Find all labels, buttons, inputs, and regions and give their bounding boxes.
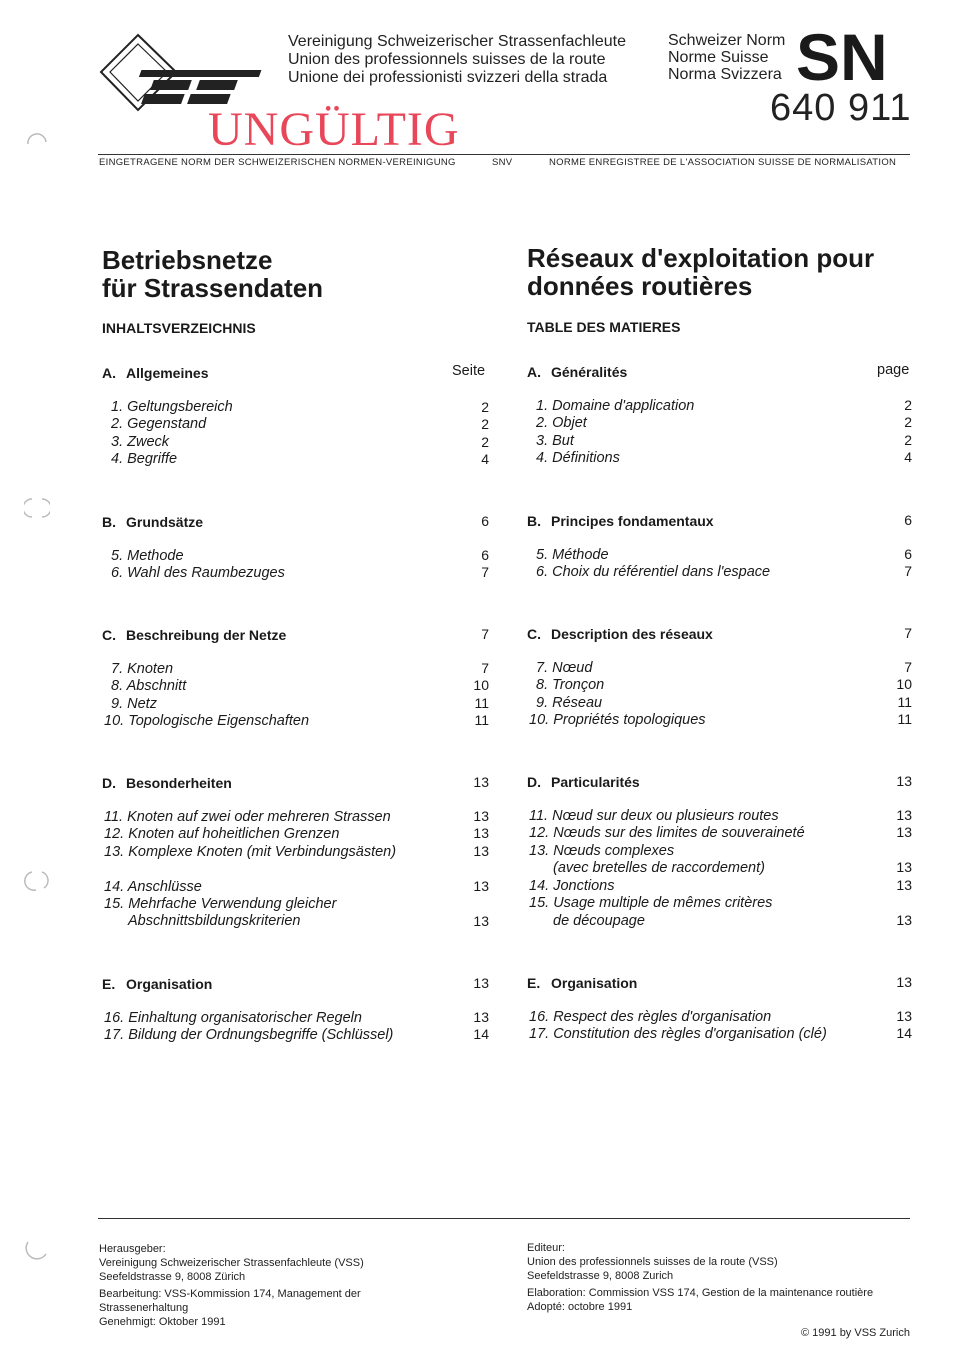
copyright: © 1991 by VSS Zurich xyxy=(801,1327,910,1339)
section-heading xyxy=(102,514,203,530)
entry-page: 2 xyxy=(481,416,489,432)
org-line-de: Vereinigung Schweizerischer Strassenfachleute xyxy=(288,33,626,50)
section-page: 13 xyxy=(896,974,912,990)
entry-text: But xyxy=(552,433,574,449)
entry-text: Nœud xyxy=(552,660,593,676)
entry-page: 13 xyxy=(473,913,489,929)
entry-number: 3. xyxy=(536,433,549,449)
toc-entry xyxy=(536,695,602,711)
toc-entry xyxy=(529,808,779,824)
entry-text: Abschnitt xyxy=(126,678,187,694)
section-heading xyxy=(102,365,208,381)
title-de-line-2: für Strassendaten xyxy=(102,273,324,303)
entry-number: 8. xyxy=(111,678,124,694)
entry-page: 2 xyxy=(904,414,912,430)
entry-number: 17. xyxy=(529,1026,550,1042)
entry-page: 11 xyxy=(897,711,912,727)
title-fr xyxy=(527,244,874,300)
binder-hole-icon xyxy=(24,868,50,894)
entry-page: 2 xyxy=(904,432,912,448)
binder-hole-icon xyxy=(24,495,50,521)
title-fr-line-2: données routières xyxy=(527,271,753,301)
sn-mark-text: SN xyxy=(796,30,888,84)
entry-number: 13. xyxy=(529,843,550,859)
entry-page: 2 xyxy=(904,397,912,413)
entry-page: 10 xyxy=(896,676,912,692)
entry-number: 1. xyxy=(536,398,549,414)
entry-number: 9. xyxy=(111,696,124,712)
footer-line: Adopté: octobre 1991 xyxy=(527,1301,633,1313)
entry-number: 12. xyxy=(529,825,550,841)
entry-page: 13 xyxy=(896,859,912,875)
title-de-line-1: Betriebsnetze xyxy=(102,245,273,275)
toc-entry xyxy=(111,434,169,450)
norm-label-fr: Norme Suisse xyxy=(668,49,769,66)
section-letter: E. xyxy=(102,976,116,992)
section-title: Besonderheiten xyxy=(126,775,232,791)
toc-entry xyxy=(529,878,614,894)
entry-page: 6 xyxy=(481,547,489,563)
entry-number: 10. xyxy=(529,712,550,728)
entry-page: 13 xyxy=(896,1008,912,1024)
toc-entry xyxy=(529,1009,771,1025)
toc-entry xyxy=(104,713,309,729)
section-heading xyxy=(527,626,713,642)
toc-entry xyxy=(111,416,206,432)
entry-page: 11 xyxy=(474,695,489,711)
section-letter: E. xyxy=(527,975,541,991)
toc-entry xyxy=(529,895,772,911)
toc-entry-continuation: (avec bretelles de raccordement) xyxy=(553,860,765,876)
entry-text: Nœud sur deux ou plusieurs routes xyxy=(552,808,779,824)
entry-page: 13 xyxy=(473,825,489,841)
toc-entry xyxy=(536,433,574,449)
toc-entry xyxy=(536,415,587,431)
entry-text: Netz xyxy=(127,696,157,712)
toc-entry xyxy=(536,547,609,563)
section-page: 13 xyxy=(473,774,489,790)
entry-text: Respect des règles d'organisation xyxy=(553,1009,772,1025)
entry-text: Wahl des Raumbezuges xyxy=(127,565,285,581)
organization-names xyxy=(288,33,626,87)
section-title: Organisation xyxy=(126,976,213,992)
entry-number: 16. xyxy=(104,1010,125,1026)
section-heading xyxy=(527,975,637,991)
standard-number: 640 911 xyxy=(770,87,912,129)
footer-line: Herausgeber: xyxy=(99,1243,166,1255)
binder-hole-icon xyxy=(24,1236,50,1262)
entry-number: 7. xyxy=(536,660,549,676)
entry-page: 11 xyxy=(897,694,912,710)
entry-number: 1. xyxy=(111,399,124,415)
toc-entry xyxy=(111,661,173,677)
entry-page: 7 xyxy=(481,564,489,580)
toc-entry xyxy=(536,450,620,466)
norm-label-de: Schweizer Norm xyxy=(668,32,786,49)
entry-number: 14. xyxy=(104,879,125,895)
invalid-stamp: UNGÜLTIG xyxy=(208,103,460,156)
entry-text: Bildung der Ordnungsbegriffe (Schlüssel) xyxy=(128,1027,394,1043)
entry-page: 11 xyxy=(474,712,489,728)
section-heading xyxy=(102,775,232,791)
toc-entry xyxy=(536,398,694,414)
entry-page: 7 xyxy=(481,660,489,676)
footer-line: Union des professionnels suisses de la route (VSS) xyxy=(527,1256,778,1268)
entry-text: Begriffe xyxy=(127,451,178,467)
toc-entry xyxy=(111,399,233,415)
entry-number: 8. xyxy=(536,677,549,693)
title-fr-line-1: Réseaux d'exploitation pour xyxy=(527,243,875,273)
entry-text: Einhaltung organisatorischer Regeln xyxy=(128,1010,362,1026)
section-letter: D. xyxy=(527,774,541,790)
toc-entry xyxy=(111,451,177,467)
binder-hole-icon xyxy=(24,124,50,150)
entry-text: Methode xyxy=(127,548,184,564)
entry-text: Tronçon xyxy=(552,677,605,693)
entry-number: 4. xyxy=(111,451,124,467)
toc-entry xyxy=(104,809,391,825)
section-title: Généralités xyxy=(551,364,628,380)
toc-heading-fr: TABLE DES MATIERES xyxy=(527,319,681,335)
entry-text: Définitions xyxy=(552,450,620,466)
section-page: 13 xyxy=(896,773,912,789)
registration-snv: SNV xyxy=(492,157,513,168)
entry-page: 13 xyxy=(896,824,912,840)
entry-text: Propriétés topologiques xyxy=(553,712,706,728)
section-letter: C. xyxy=(527,626,541,642)
entry-number: 4. xyxy=(536,450,549,466)
footer-line: Vereinigung Schweizerischer Strassenfachleute (VSS) xyxy=(99,1257,364,1269)
entry-page: 6 xyxy=(904,546,912,562)
entry-number: 13. xyxy=(104,844,125,860)
entry-number: 7. xyxy=(111,661,124,677)
section-page: 7 xyxy=(481,626,489,642)
section-letter: A. xyxy=(527,364,541,380)
section-heading xyxy=(527,364,627,380)
section-title: Description des réseaux xyxy=(551,626,713,642)
entry-text: Geltungsbereich xyxy=(127,399,233,415)
section-letter: B. xyxy=(102,514,116,530)
entry-number: 9. xyxy=(536,695,549,711)
org-line-it: Unione dei professionisti svizzeri della strada xyxy=(288,69,608,86)
section-letter: C. xyxy=(102,627,116,643)
toc-entry xyxy=(104,1027,393,1043)
section-heading xyxy=(527,513,714,529)
entry-text: Anschlüsse xyxy=(127,879,202,895)
entry-page: 14 xyxy=(473,1026,489,1042)
entry-page: 13 xyxy=(896,912,912,928)
registration-de: EINGETRAGENE NORM DER SCHWEIZERISCHEN NORMEN-VEREINIGUNG xyxy=(99,157,456,168)
toc-entry xyxy=(536,677,604,693)
sn-logo-icon xyxy=(796,30,912,84)
entry-number: 15. xyxy=(104,896,125,912)
entry-page: 13 xyxy=(896,877,912,893)
entry-text: Knoten xyxy=(127,661,174,677)
footer-line: Bearbeitung: VSS-Kommission 174, Management der xyxy=(99,1288,361,1300)
entry-page: 10 xyxy=(473,677,489,693)
entry-text: Usage multiple de mêmes critères xyxy=(553,895,773,911)
toc-entry xyxy=(111,548,184,564)
entry-text: Topologische Eigenschaften xyxy=(128,713,310,729)
section-title: Beschreibung der Netze xyxy=(126,627,287,643)
toc-entry-continuation: Abschnittsbildungskriterien xyxy=(128,913,301,929)
entry-text: Nœuds sur des limites de souveraineté xyxy=(553,825,805,841)
entry-text: Domaine d'application xyxy=(552,398,695,414)
section-page: 6 xyxy=(481,513,489,529)
section-heading xyxy=(102,627,286,643)
footer-line: Editeur: xyxy=(527,1242,565,1254)
section-title: Particularités xyxy=(551,774,640,790)
entry-page: 4 xyxy=(904,449,912,465)
section-page: 6 xyxy=(904,512,912,528)
page-column-label-de: Seite xyxy=(452,363,486,379)
entry-number: 15. xyxy=(529,895,550,911)
toc-entry xyxy=(104,844,396,860)
entry-page: 7 xyxy=(904,659,912,675)
section-letter: D. xyxy=(102,775,116,791)
registration-fr: NORME ENREGISTREE DE L'ASSOCIATION SUISSE DE NORMALISATION xyxy=(549,157,897,168)
footer-publisher-de xyxy=(99,1242,364,1329)
entry-number: 2. xyxy=(111,416,124,432)
footer-publisher-fr xyxy=(527,1241,873,1314)
norm-labels xyxy=(668,32,785,83)
entry-page: 13 xyxy=(896,807,912,823)
section-heading xyxy=(102,976,212,992)
footer-divider xyxy=(98,1218,910,1219)
entry-text: Mehrfache Verwendung gleicher xyxy=(128,896,337,912)
toc-entry xyxy=(111,696,157,712)
header-divider xyxy=(98,154,910,155)
entry-page: 14 xyxy=(896,1025,912,1041)
entry-number: 14. xyxy=(529,878,550,894)
entry-text: Komplexe Knoten (mit Verbindungsästen) xyxy=(128,844,397,860)
toc-entry xyxy=(111,565,285,581)
entry-text: Nœuds complexes xyxy=(553,843,675,859)
toc-entry xyxy=(111,678,186,694)
entry-text: Jonctions xyxy=(553,878,615,894)
section-letter: A. xyxy=(102,365,116,381)
entry-page: 13 xyxy=(473,1009,489,1025)
entry-page: 4 xyxy=(481,451,489,467)
norm-label-it: Norma Svizzera xyxy=(668,66,782,83)
org-line-fr: Union des professionnels suisses de la route xyxy=(288,51,606,68)
entry-page: 2 xyxy=(481,399,489,415)
entry-number: 17. xyxy=(104,1027,125,1043)
entry-number: 11. xyxy=(529,808,549,824)
section-letter: B. xyxy=(527,513,541,529)
entry-text: Constitution des règles d'organisation (clé) xyxy=(553,1026,827,1042)
entry-text: Knoten auf zwei oder mehreren Strassen xyxy=(127,809,391,825)
toc-entry xyxy=(529,1026,827,1042)
entry-number: 6. xyxy=(111,565,124,581)
toc-entry xyxy=(104,1010,362,1026)
entry-text: Gegenstand xyxy=(127,416,207,432)
section-heading xyxy=(527,774,640,790)
entry-page: 2 xyxy=(481,434,489,450)
footer-line: Elaboration: Commission VSS 174, Gestion de la maintenance routière xyxy=(527,1287,874,1299)
entry-text: Knoten auf hoheitlichen Grenzen xyxy=(128,826,340,842)
page-column-label-fr: page xyxy=(877,362,910,378)
section-title: Organisation xyxy=(551,975,638,991)
footer-line: Seefeldstrasse 9, 8008 Zurich xyxy=(527,1270,674,1282)
toc-entry xyxy=(104,879,202,895)
entry-page: 13 xyxy=(473,843,489,859)
toc-entry xyxy=(529,825,805,841)
entry-text: Zweck xyxy=(127,434,170,450)
toc-entry xyxy=(104,826,339,842)
entry-page: 13 xyxy=(473,808,489,824)
entry-number: 5. xyxy=(536,547,549,563)
section-title: Principes fondamentaux xyxy=(551,513,714,529)
toc-entry xyxy=(104,896,336,912)
entry-page: 7 xyxy=(904,563,912,579)
entry-text: Méthode xyxy=(552,547,609,563)
title-de xyxy=(102,246,323,302)
entry-text: Objet xyxy=(552,415,587,431)
entry-number: 5. xyxy=(111,548,124,564)
entry-number: 16. xyxy=(529,1009,550,1025)
section-title: Allgemeines xyxy=(126,365,209,381)
toc-entry xyxy=(529,712,706,728)
footer-line: Strassenerhaltung xyxy=(99,1302,189,1314)
toc-heading-de: INHALTSVERZEICHNIS xyxy=(102,320,256,336)
section-page: 13 xyxy=(473,975,489,991)
entry-page: 13 xyxy=(473,878,489,894)
entry-number: 12. xyxy=(104,826,125,842)
section-page: 7 xyxy=(904,625,912,641)
entry-text: Réseau xyxy=(552,695,603,711)
toc-entry xyxy=(536,564,770,580)
entry-number: 11. xyxy=(104,809,124,825)
entry-number: 2. xyxy=(536,415,549,431)
entry-number: 10. xyxy=(104,713,125,729)
toc-entry-continuation: de découpage xyxy=(553,913,645,929)
toc-entry xyxy=(536,660,592,676)
entry-number: 3. xyxy=(111,434,124,450)
toc-entry xyxy=(529,843,674,859)
footer-line: Seefeldstrasse 9, 8008 Zürich xyxy=(99,1271,246,1283)
footer-line: Genehmigt: Oktober 1991 xyxy=(99,1316,226,1328)
entry-number: 6. xyxy=(536,564,549,580)
entry-text: Choix du référentiel dans l'espace xyxy=(552,564,771,580)
section-title: Grundsätze xyxy=(126,514,204,530)
